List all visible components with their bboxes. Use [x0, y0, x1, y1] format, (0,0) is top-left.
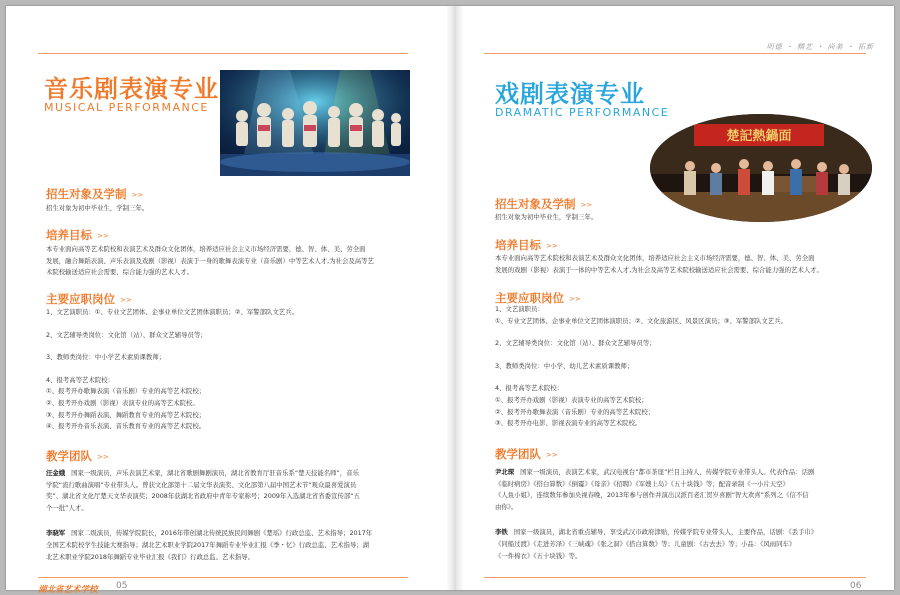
page-title: 音乐剧表演专业	[44, 75, 219, 103]
text-line: 《人鱼小姐》，连续数年参加央视春晚，2013年参与创作并演出汉派百老汇贺岁喜剧“智大欢喜”系列之《信不信	[495, 491, 809, 500]
text-line: ①、专业文艺团体、企事业单位文艺团体演职员；②、文化旅游区、风景区演员；③、军警部队文艺兵。	[495, 316, 787, 325]
page-number: 05	[116, 581, 128, 591]
top-rule	[484, 53, 866, 54]
musical-stage-photo-art	[220, 70, 410, 176]
page-number: 06	[850, 581, 862, 591]
text-line: ③、报考开办电影、影视表演专业的高等艺术院校。	[495, 419, 642, 428]
page-title: 戏剧表演专业	[495, 80, 645, 108]
section-body-enroll	[46, 203, 416, 215]
text-line: 1、文艺演职员：	[495, 305, 544, 313]
text-line: ④、报考开办音乐表演、音乐教育专业的高等艺术院校。	[46, 422, 206, 431]
school-logo: 湖北省艺术学校	[38, 585, 98, 595]
team-member-1	[495, 467, 880, 479]
section-heading-jobs: 主要应职岗位 >>	[495, 291, 581, 305]
text-line: 发展，融合舞蹈表演、声乐表演及戏剧（影视）表演于一身的歌舞表演专业（音乐剧）中等艺术人才,为社会及高等艺	[46, 256, 374, 265]
text-line: ③、报考开办舞蹈表演、舞蹈教育专业的高等艺术院校；	[46, 410, 206, 419]
text-line: 全国艺术院校学生技能大赛指导；湖北艺术职业学院2017年舞蹈专业毕业汇报《季・忆》行政总监、艺术指导；湖	[46, 540, 370, 549]
section-body-team	[46, 468, 421, 563]
left-page	[6, 6, 446, 595]
team-member-2	[46, 528, 421, 540]
text-line: 北艺术职业学院2018年舞蹈专业毕业汇报《我们》行政总监、艺术指导。	[46, 552, 254, 561]
text-line: ①、报考开办戏剧（影视）表演专业的高等艺术院校；	[495, 395, 648, 404]
section-body-goal	[495, 253, 880, 276]
text-line: 奖”、湖北省文化厅楚天文华表演奖；2008年获湖北省政府中青年专家称号；2009年入选湖北省省委宣传部“五	[46, 492, 360, 501]
text-line: 国家一级演员，湖北省重点辅导，享受武汉市政府津贴，传媒学院专业带头人，主要作品，话剧：《丢手巾》	[513, 528, 818, 537]
text-line: 发展的戏剧（影视）表演于一体的中等艺术人才,为社会及高等艺术院校输送适应社会需要、综合能力强的艺术人才。	[495, 265, 823, 274]
section-heading-jobs: 主要应职岗位 >>	[46, 292, 132, 306]
member-name: 尹北琛	[495, 468, 515, 476]
text-line: 招生对象为初中毕业生，学制三年。	[495, 213, 598, 221]
team-member-1	[46, 468, 421, 480]
motto: 明德 ・ 精艺 ・ 尚美 ・ 拓新	[766, 43, 874, 51]
text-line: 3、教师类岗位：中小学、幼儿艺术素质课教师；	[495, 361, 634, 370]
text-line: ②、报考开办戏剧（影视）表演专业的高等艺术院校。	[46, 398, 199, 407]
text-line: 由你》。	[495, 502, 518, 511]
text-line: 术院校输送适应社会需要、综合能力强的艺术人才。	[46, 268, 193, 277]
section-heading-enroll: 招生对象及学制 >>	[495, 197, 593, 211]
text-line: 个一批”人才。	[46, 503, 88, 512]
page-gutter	[446, 6, 464, 590]
page-subtitle: MUSICAL PERFORMANCE	[44, 101, 209, 114]
section-body-jobs	[495, 304, 880, 430]
text-line: 国家二级演员，传媒学院院长，2016年带创湖北传统民族民间舞剧《楚瑶》行政总监、艺术指导；2017年	[71, 529, 373, 538]
text-line: 4、报考高等艺术院校：	[495, 384, 563, 393]
page-subtitle: DRAMATIC PERFORMANCE	[495, 106, 670, 119]
text-line: 学院“流行歌曲演唱”专业带头人。曾获文化部第十二届文华表演奖、文化部第八届中国艺术节“观众最喜爱演员	[46, 480, 357, 489]
text-line: ①、报考开办歌舞表演（音乐剧）专业的高等艺术院校；	[46, 387, 206, 396]
section-heading-goal: 培养目标 >>	[46, 228, 109, 242]
brochure-spread	[6, 6, 894, 595]
member-name: 汪金娥	[46, 469, 66, 477]
section-body-jobs	[46, 307, 421, 433]
text-line: 国家一级演员，声乐表演艺术家，湖北省歌剧舞剧演员，湖北省教育厅驻音乐系“楚天技能名师”，音乐	[71, 469, 359, 477]
shop-banner-text: 楚記熱鍋面	[726, 129, 792, 144]
text-line: 4、报考高等艺术院校：	[46, 375, 114, 384]
drama-stage-photo-art	[650, 114, 872, 222]
section-body-goal	[46, 244, 421, 279]
member-name: 李晓军	[46, 529, 66, 538]
section-heading-goal: 培养目标 >>	[495, 238, 558, 252]
musical-stage-photo	[220, 70, 410, 176]
text-line: 招生对象为初中毕业生，学制三年。	[46, 204, 149, 212]
section-heading-team: 教学团队 >>	[46, 449, 109, 463]
text-line: 本专业面向高等艺术院校和表演艺术及群众文化团体，培养适应社会主义市场经济需要，德、智、体、美、劳全面	[495, 254, 815, 262]
bottom-rule	[484, 577, 866, 578]
top-rule	[38, 53, 408, 54]
drama-stage-photo	[650, 114, 872, 222]
text-line: ②、报考开办歌舞表演（音乐剧）专业的高等艺术院校；	[495, 407, 655, 416]
text-line: 《临时病房》《搭白算数》《倒霉》《母亲》《招聘》《军嫂上岛》《五十块钱》等；配音录制《一小片天空》	[495, 479, 789, 488]
text-line: 3、教师类岗位：中小学艺术素质课教师；	[46, 353, 166, 362]
text-line: 1、文艺演职员：①、专业文艺团体、企事业单位文艺团体演职员；②、军警部队文艺兵。	[46, 308, 298, 316]
text-line: 《同船过渡》《走进芳泽》《三峡魂》《张之洞》《搭白算数》等；儿童剧：《古去去》等；小品：《风雨同车》	[495, 539, 796, 548]
text-line: 2、文艺辅导类岗位：文化馆（站）、群众文艺辅导员等；	[46, 330, 207, 339]
text-line: 2、文艺辅导类岗位：文化馆（站）、群众文艺辅导员等；	[495, 339, 656, 348]
bottom-rule	[38, 577, 408, 578]
section-body-team	[495, 467, 880, 562]
member-name: 李铁	[495, 528, 508, 537]
text-line: 本专业面向高等艺术院校和表演艺术及群众文化团体，培养适应社会主义市场经济需要，德、智、体、美、劳全面	[46, 245, 366, 253]
text-line: 《一件棉衣》《五十块钱》等。	[495, 551, 582, 560]
section-heading-enroll: 招生对象及学制 >>	[46, 187, 144, 201]
section-heading-team: 教学团队 >>	[495, 447, 558, 461]
section-body-enroll	[495, 212, 875, 224]
text-line: 国家一级演员，表演艺术家，武汉电视台“都市茶座”栏目主持人，传媒学院专业带头人。代表作品：话剧	[520, 468, 815, 476]
right-page	[464, 6, 894, 590]
team-member-2	[495, 527, 880, 539]
